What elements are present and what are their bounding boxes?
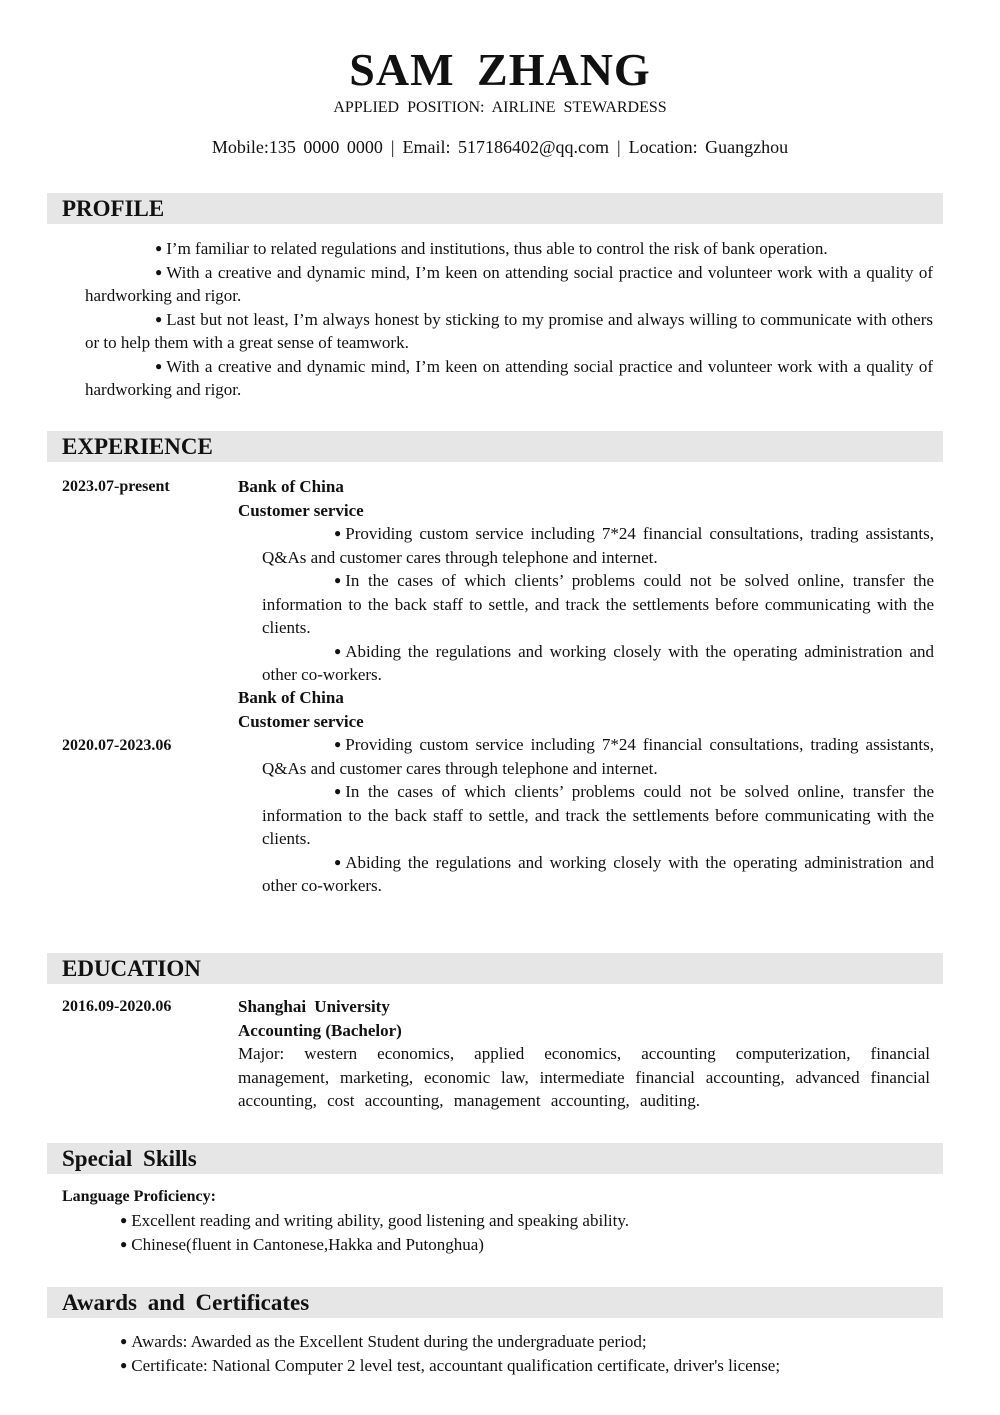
major-description: Major: western economics, applied economics, accounting computerization, financial management, marketing, economic law, intermediate financial accounting, advanced financial accounting, cost accounting, management accounting, auditing. [238,1044,930,1110]
skills-list [120,1209,940,1256]
bullet-icon: ● [120,1357,128,1372]
bullet-icon: ● [334,737,342,751]
section-title: Special Skills [62,1146,197,1171]
list-item: ● In the cases of which clients’ problems could not be solved online, transfer the information to the back staff to settle, and track the settlements before communicating with the clients. [262,571,934,637]
education-entry [238,995,930,1113]
section-title: PROFILE [62,196,165,221]
language-proficiency-label: Language Proficiency: [62,1188,216,1205]
profile-section-header [47,193,943,224]
job-organization: Bank of China [238,477,344,496]
bullet-icon: ● [155,241,163,255]
education-section-header [47,953,943,984]
candidate-name: SAM ZHANG [349,44,651,95]
section-title: Awards and Certificates [62,1290,310,1315]
applied-position: APPLIED POSITION: AIRLINE STEWARDESS [333,99,667,116]
list-item: ● Awards: Awarded as the Excellent Student during the undergraduate period; [120,1330,940,1354]
bullet-icon: ● [334,784,342,798]
bullet-icon: ● [120,1236,128,1251]
job-duties [262,522,934,687]
list-item: ● Abiding the regulations and working closely with the operating administration and other co-workers. [262,641,934,684]
awards-list [120,1330,940,1377]
skills-section-header [47,1143,943,1174]
bullet-icon: ● [120,1334,128,1348]
list-item: ● With a creative and dynamic mind, I’m keen on attending social practice and volunteer work with a quality of hardworking and rigor. [85,356,933,399]
profile-list [85,237,933,402]
job-date: 2023.07-present [62,478,170,495]
education-date: 2016.09-2020.06 [62,998,172,1015]
list-item: ● In the cases of which clients’ problems could not be solved online, transfer the information to the back staff to settle, and track the settlements before communicating with the clients. [262,782,934,848]
awards-section-header [47,1287,943,1318]
bullet-icon: ● [334,854,342,869]
list-item: ● Abiding the regulations and working closely with the operating administration and other co-workers. [262,852,934,895]
section-title: EDUCATION [62,956,201,981]
school-name: Shanghai University [238,997,390,1016]
contact-location: Location: Guangzhou [628,137,789,157]
job-organization: Bank of China [238,688,344,707]
list-item: ● Certificate: National Computer 2 level test, accountant qualification certificate, driver's license; [120,1354,940,1378]
section-title: EXPERIENCE [62,434,213,459]
list-item: ● Providing custom service including 7*24 financial consultations, trading assistants, Q&As and customer cares through telephone and internet. [262,735,934,778]
bullet-icon: ● [155,311,163,326]
bullet-icon: ● [334,643,342,658]
list-item: ● I’m familiar to related regulations and institutions, thus able to control the risk of bank operation. [85,237,933,261]
list-item: ● Providing custom service including 7*24 financial consultations, trading assistants, Q&As and customer cares through telephone and internet. [262,524,934,567]
bullet-icon: ● [334,526,342,540]
contact-mobile: Mobile:135 0000 0000 [211,137,383,157]
job-role: Customer service [238,711,364,731]
bullet-icon: ● [334,573,342,587]
list-item: ● Excellent reading and writing ability, good listening and speaking ability. [120,1209,940,1233]
job-duties [262,733,934,898]
contact-line [0,136,1000,158]
job-date: 2020.07-2023.06 [62,737,172,754]
contact-separator: | [617,137,621,157]
job-entry [238,475,934,687]
bullet-icon: ● [120,1213,128,1227]
job-role: Customer service [238,500,364,520]
bullet-icon: ● [155,264,163,279]
contact-separator: | [390,137,395,157]
list-item: ● Last but not least, I’m always honest by sticking to my promise and always willing to communicate with others or to help them with a great sense of teamwork. [85,309,933,352]
degree: Accounting (Bachelor) [238,1020,402,1040]
list-item: ● Chinese(fluent in Cantonese,Hakka and Putonghua) [120,1233,940,1257]
list-item: ● With a creative and dynamic mind, I’m keen on attending social practice and volunteer work with a quality of hardworking and rigor. [85,262,933,305]
contact-email: Email: 517186402@qq.com [402,137,610,157]
experience-section-header [47,431,943,462]
job-entry [238,686,934,898]
bullet-icon: ● [155,358,163,373]
